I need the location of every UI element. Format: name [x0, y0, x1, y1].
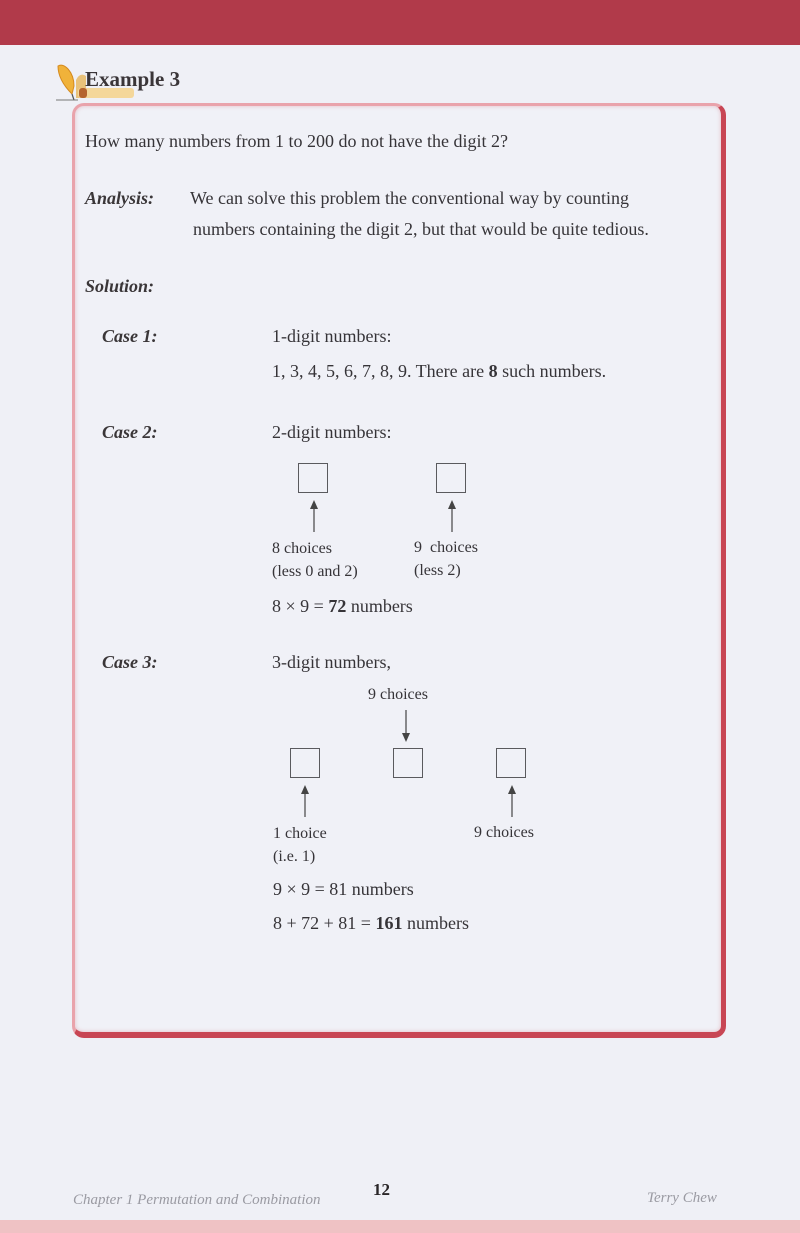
- solution-label: Solution:: [85, 276, 155, 296]
- author-footer: Terry Chew: [647, 1190, 717, 1206]
- case-3-result: 9 × 9 = 81 numbers: [273, 879, 414, 899]
- case-3-box-2-choice: 9 choices: [368, 686, 428, 703]
- case-2-box-2-choice: 9 choices: [414, 539, 478, 556]
- case-1-title: 1-digit numbers:: [272, 326, 392, 346]
- case-3-label: Case 3:: [102, 652, 158, 672]
- question-text: How many numbers from 1 to 200 do not have the digit 2?: [85, 131, 508, 151]
- chapter-footer: Chapter 1 Permutation and Combination: [73, 1192, 321, 1208]
- case-2-label: Case 2:: [102, 422, 158, 442]
- digit-box: [290, 748, 320, 778]
- analysis-label: Analysis:: [85, 188, 155, 208]
- analysis-line-2: numbers containing the digit 2, but that would be quite tedious.: [193, 219, 649, 239]
- case-3-box-3-choice: 9 choices: [474, 824, 534, 841]
- example-title: Example 3: [85, 67, 181, 91]
- case-2-title: 2-digit numbers:: [272, 422, 392, 442]
- case-2-box-1-note: (less 0 and 2): [272, 563, 358, 580]
- arrow-up-icon: [446, 500, 458, 532]
- total-result: 8 + 72 + 81 = 161 numbers: [273, 913, 469, 933]
- digit-box: [298, 463, 328, 493]
- digit-box: [496, 748, 526, 778]
- analysis-line-1: We can solve this problem the conventional way by counting: [190, 188, 629, 208]
- case-2-result: 8 × 9 = 72 numbers: [272, 596, 413, 616]
- top-color-band: [0, 0, 800, 45]
- case-3-title: 3-digit numbers,: [272, 652, 391, 672]
- arrow-up-icon: [308, 500, 320, 532]
- arrow-up-icon: [299, 785, 311, 817]
- arrow-up-icon: [506, 785, 518, 817]
- digit-box: [436, 463, 466, 493]
- bottom-color-band: [0, 1220, 800, 1233]
- page-number: 12: [373, 1180, 390, 1199]
- digit-box: [393, 748, 423, 778]
- case-2-box-2-note: (less 2): [414, 562, 461, 579]
- case-3-box-1-choice: 1 choice: [273, 825, 327, 842]
- arrow-down-icon: [400, 710, 412, 742]
- case-1-label: Case 1:: [102, 326, 158, 346]
- case-1-line: 1, 3, 4, 5, 6, 7, 8, 9. There are 8 such numbers.: [272, 361, 607, 381]
- case-3-box-1-note: (i.e. 1): [273, 848, 316, 865]
- case-2-box-1-choice: 8 choices: [272, 540, 332, 557]
